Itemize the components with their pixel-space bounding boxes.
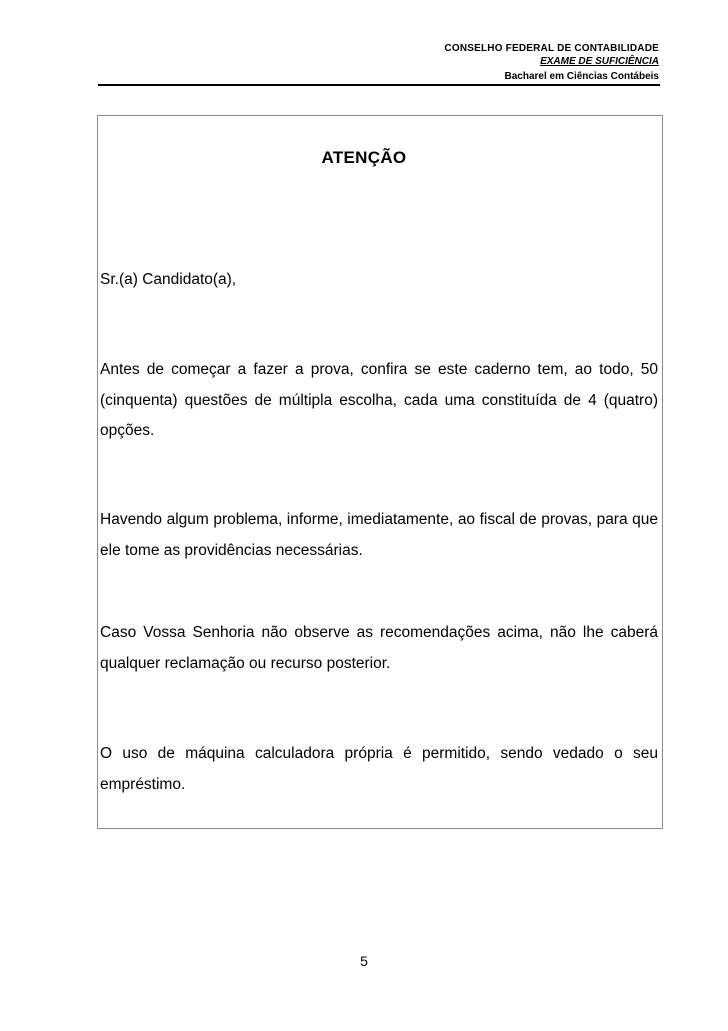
notice-paragraph-3: Caso Vossa Senhoria não observe as recomendações acima, não lhe caberá qualquer reclamação ou recurso posterior. <box>100 624 658 672</box>
notice-greeting: Sr.(a) Candidato(a), <box>100 271 237 288</box>
header-course: Bacharel em Ciências Contábeis <box>504 71 659 82</box>
page-number: 5 <box>360 953 368 969</box>
notice-paragraph-2: Havendo algum problema, informe, imediatamente, ao fiscal de provas, para que ele tome as providências necessárias. <box>100 511 658 559</box>
header-exam-title: EXAME DE SUFICIÊNCIA <box>540 56 659 67</box>
notice-box <box>97 115 663 829</box>
header-divider <box>98 84 660 86</box>
notice-paragraph-4: O uso de máquina calculadora própria é permitido, sendo vedado o seu empréstimo. <box>100 745 658 793</box>
notice-title: ATENÇÃO <box>321 148 407 167</box>
notice-paragraph-1: Antes de começar a fazer a prova, confira se este caderno tem, ao todo, 50 (cinquenta) questões de múltipla escolha, cada uma constituída de 4 (quatro) opções. <box>100 361 658 439</box>
page-header <box>444 42 659 83</box>
header-organization: CONSELHO FEDERAL DE CONTABILIDADE <box>444 43 659 54</box>
